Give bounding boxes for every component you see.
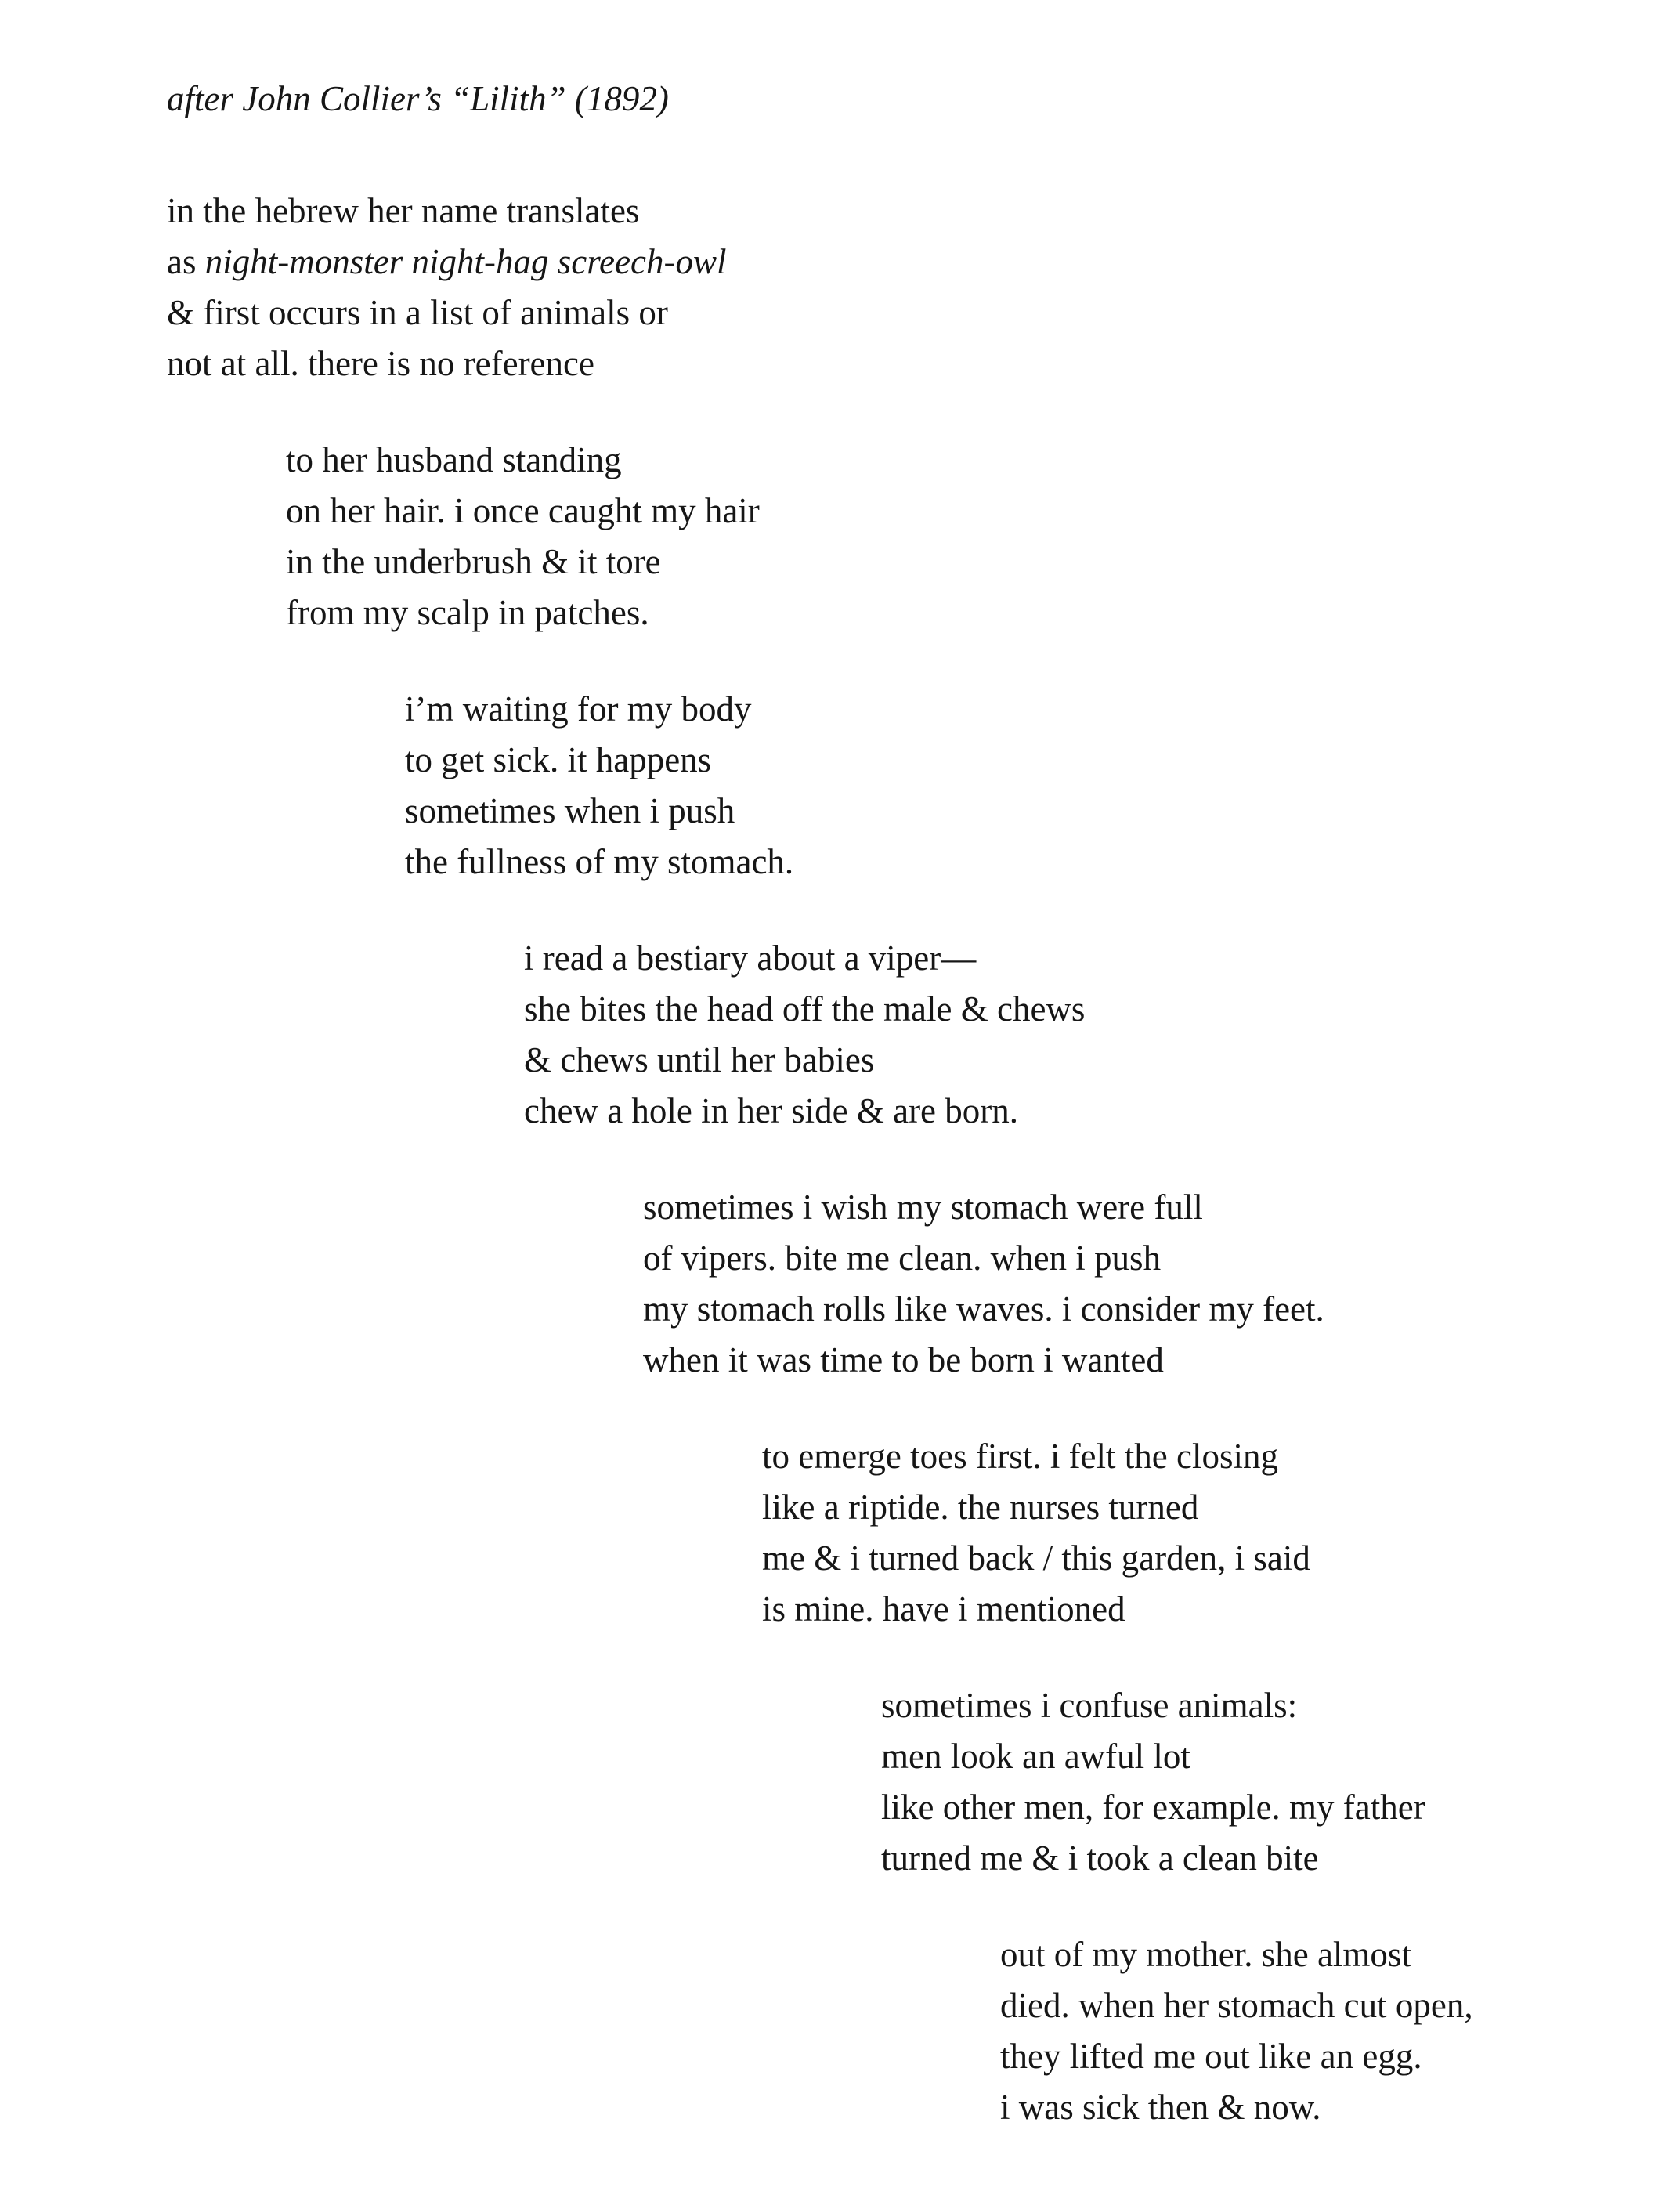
poem-line: & chews until her babies bbox=[524, 1040, 875, 1079]
poem-line: on her hair. i once caught my hair bbox=[286, 491, 760, 530]
poem-line: sometimes i wish my stomach were full bbox=[643, 1188, 1203, 1227]
poem-line-italic-segment: night-monster night-hag screech-owl bbox=[204, 242, 727, 281]
poem-line: is mine. have i mentioned bbox=[762, 1589, 1125, 1629]
poem-line: turned me & i took a clean bite bbox=[881, 1838, 1319, 1878]
poem-line: like a riptide. the nurses turned bbox=[762, 1488, 1199, 1527]
poem-line: in the hebrew her name translates bbox=[167, 191, 640, 230]
poem-line: she bites the head off the male & chews bbox=[524, 989, 1086, 1029]
poem-line: i’m waiting for my body bbox=[405, 689, 752, 729]
poem-line: my stomach rolls like waves. i consider my feet. bbox=[643, 1289, 1324, 1329]
poem-stanza-1 bbox=[167, 186, 1633, 389]
poem-stanza-3 bbox=[405, 684, 1633, 888]
poem-line: died. when her stomach cut open, bbox=[1000, 1986, 1473, 2025]
poem-line: sometimes when i push bbox=[405, 791, 735, 830]
poem-epigraph: after John Collier’s “Lilith” (1892) bbox=[167, 79, 669, 118]
poem-line: i was sick then & now. bbox=[1000, 2088, 1321, 2127]
poem-line-with-italic bbox=[167, 237, 1633, 287]
poem-stanza-5 bbox=[643, 1182, 1633, 1386]
poem-line: i read a bestiary about a viper— bbox=[524, 938, 977, 978]
poem-line: out of my mother. she almost bbox=[1000, 1935, 1411, 1974]
poem-line: they lifted me out like an egg. bbox=[1000, 2037, 1422, 2076]
poem-line: from my scalp in patches. bbox=[286, 593, 649, 632]
poem-stanza-2 bbox=[286, 435, 1633, 638]
poem-line: in the underbrush & it tore bbox=[286, 542, 661, 581]
poem-line: to emerge toes first. i felt the closing bbox=[762, 1437, 1279, 1476]
poem-stanza-7 bbox=[881, 1680, 1633, 1884]
poem-line: & first occurs in a list of animals or bbox=[167, 293, 668, 332]
poem-stanza-4 bbox=[524, 933, 1633, 1137]
poem-line: when it was time to be born i wanted bbox=[643, 1340, 1164, 1379]
poem-stanza-6 bbox=[762, 1431, 1633, 1635]
poem-line: not at all. there is no reference bbox=[167, 344, 594, 383]
poem-line-regular-segment: as bbox=[167, 242, 205, 281]
poem-line: like other men, for example. my father bbox=[881, 1788, 1425, 1827]
poem-line: sometimes i confuse animals: bbox=[881, 1686, 1298, 1725]
poem-line: the fullness of my stomach. bbox=[405, 842, 794, 881]
poem-stanza-8 bbox=[1000, 1929, 1633, 2133]
poem-line: to her husband standing bbox=[286, 440, 622, 479]
poem-line: to get sick. it happens bbox=[405, 740, 712, 779]
poem-line: men look an awful lot bbox=[881, 1737, 1190, 1776]
poem-line: chew a hole in her side & are born. bbox=[524, 1091, 1019, 1130]
poem-line: me & i turned back / this garden, i said bbox=[762, 1538, 1310, 1578]
poem-line: of vipers. bite me clean. when i push bbox=[643, 1238, 1162, 1278]
